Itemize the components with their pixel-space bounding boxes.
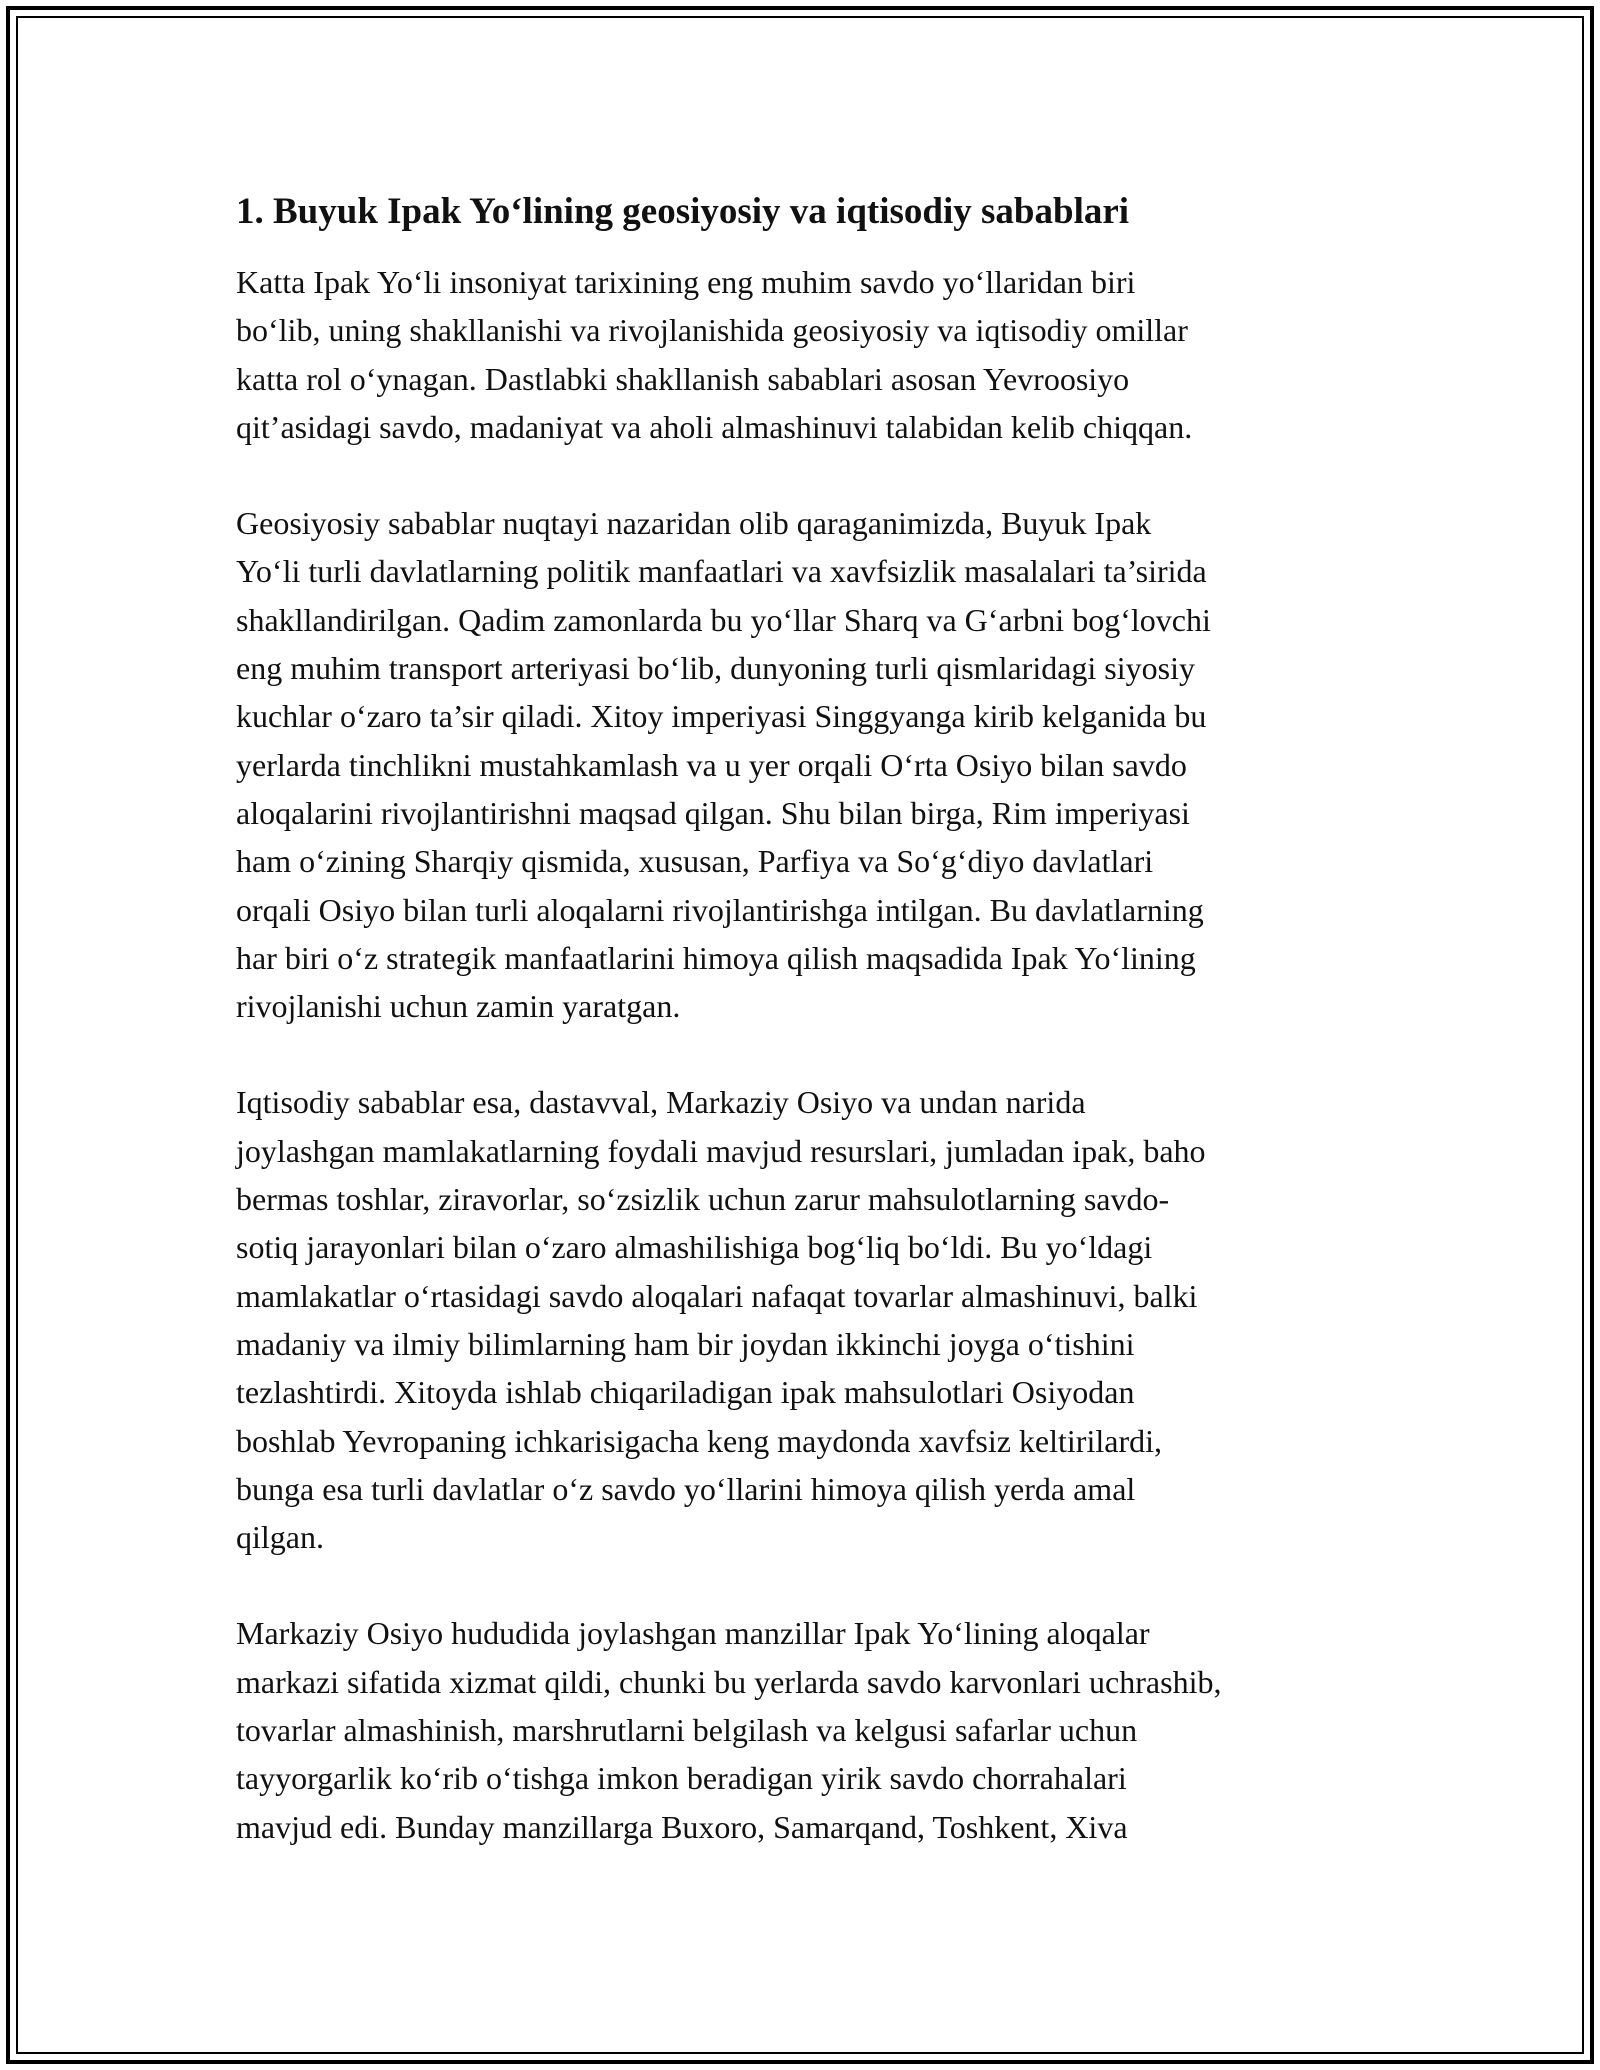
text-line: Yo‘li turli davlatlarning politik manfaatlari va xavfsizlik masalalari ta’sirida (236, 553, 1207, 590)
text-line: har biri o‘z strategik manfaatlarini himoya qilish maqsadida Ipak Yo‘lining (236, 939, 1196, 976)
text-line: bo‘lib, uning shakllanishi va rivojlanishida geosiyosiy va iqtisodiy omillar (236, 312, 1188, 349)
paragraph-4 (236, 1609, 1386, 1850)
text-line: Iqtisodiy sabablar esa, dastavval, Markaziy Osiyo va undan narida (236, 1084, 1086, 1121)
text-line: qit’asidagi savdo, madaniyat va aholi almashinuvi talabidan kelib chiqqan. (236, 408, 1193, 445)
paragraph-2 (236, 499, 1386, 1030)
text-line: qilgan. (236, 1519, 324, 1556)
text-line: madaniy va ilmiy bilimlarning ham bir joydan ikkinchi joyga o‘tishini (236, 1325, 1135, 1362)
text-line: ham o‘zining Sharqiy qismida, xususan, Parfiya va So‘g‘diyo davlatlari (236, 843, 1154, 880)
text-line: mamlakatlar o‘rtasidagi savdo aloqalari nafaqat tovarlar almashinuvi, balki (236, 1277, 1198, 1314)
text-line: rivojlanishi uchun zamin yaratgan. (236, 988, 681, 1025)
text-line: bermas toshlar, ziravorlar, so‘zsizlik uchun zarur mahsulotlarning savdo- (236, 1181, 1170, 1218)
text-line: Markaziy Osiyo hududida joylashgan manzillar Ipak Yo‘lining aloqalar (236, 1615, 1150, 1652)
text-line: boshlab Yevropaning ichkarisigacha keng maydonda xavfsiz keltirilardi, (236, 1422, 1162, 1459)
document-body (236, 188, 1386, 1899)
text-line: eng muhim transport arteriyasi bo‘lib, dunyoning turli qismlaridagi siyosiy (236, 650, 1195, 687)
text-line: shakllandirilgan. Qadim zamonlarda bu yo‘llar Sharq va G‘arbni bog‘lovchi (236, 601, 1211, 638)
text-line: aloqalarini rivojlantirishni maqsad qilgan. Shu bilan birga, Rim imperiyasi (236, 794, 1190, 831)
text-line: bunga esa turli davlatlar o‘z savdo yo‘llarini himoya qilish yerda amal (236, 1470, 1136, 1507)
text-line: tayyorgarlik ko‘rib o‘tishga imkon beradigan yirik savdo chorrahalari (236, 1760, 1127, 1797)
text-line: Katta Ipak Yo‘li insoniyat tarixining eng muhim savdo yo‘llaridan biri (236, 264, 1136, 300)
text-line: tovarlar almashinish, marshrutlarni belgilash va kelgusi safarlar uchun (236, 1712, 1138, 1749)
section-heading: 1. Buyuk Ipak Yo‘lining geosiyosiy va iqtisodiy sabablari (236, 191, 1130, 232)
text-line: orqali Osiyo bilan turli aloqalarni rivojlantirishga intilgan. Bu davlatlarning (236, 891, 1204, 928)
text-line: katta rol o‘ynagan. Dastlabki shakllanish sabablari asosan Yevroosiyo (236, 360, 1130, 397)
text-line: markazi sifatida xizmat qildi, chunki bu yerlarda savdo karvonlari uchrashib, (236, 1663, 1222, 1700)
text-line: sotiq jarayonlari bilan o‘zaro almashilishiga bog‘liq bo‘ldi. Bu yo‘ldagi (236, 1229, 1153, 1266)
paragraph-1 (236, 258, 1386, 451)
text-line: yerlarda tinchlikni mustahkamlash va u yer orqali O‘rta Osiyo bilan savdo (236, 746, 1187, 783)
text-line: mavjud edi. Bunday manzillarga Buxoro, Samarqand, Toshkent, Xiva (236, 1808, 1128, 1845)
text-line: tezlashtirdi. Xitoyda ishlab chiqariladigan ipak mahsulotlari Osiyodan (236, 1374, 1135, 1411)
text-line: joylashgan mamlakatlarning foydali mavjud resurslari, jumladan ipak, baho (236, 1132, 1206, 1169)
paragraph-3 (236, 1078, 1386, 1561)
text-line: Geosiyosiy sabablar nuqtayi nazaridan olib qaraganimizda, Buyuk Ipak (236, 505, 1152, 542)
text-line: kuchlar o‘zaro ta’sir qiladi. Xitoy imperiyasi Singgyanga kirib kelganida bu (236, 698, 1207, 735)
